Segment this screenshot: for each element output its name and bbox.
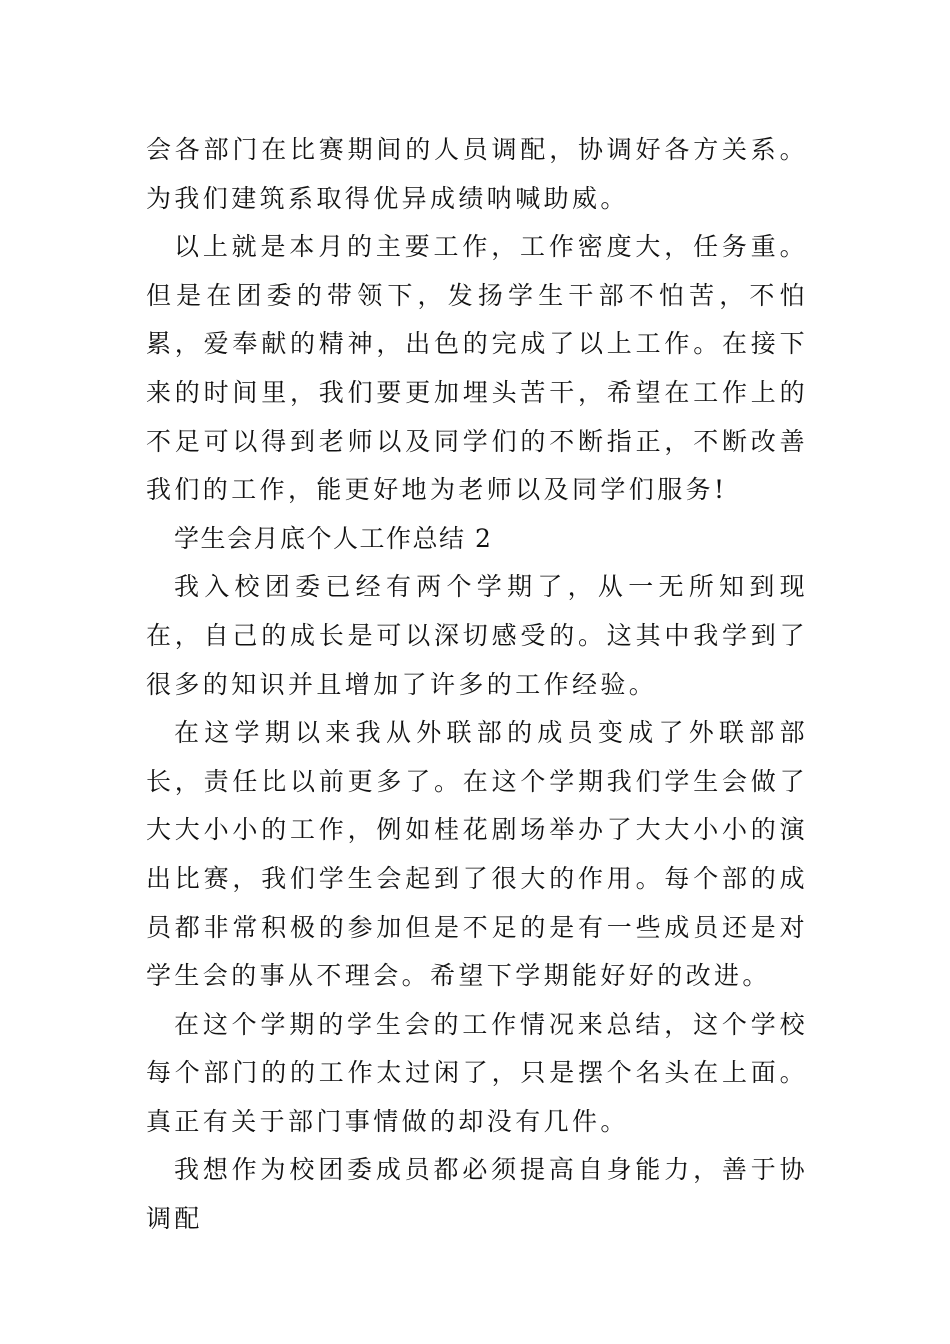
paragraph: 我入校团委已经有两个学期了，从一无所知到现在，自己的成长是可以深切感受的。这其中我学到了很多的知识并且增加了许多的工作经验。	[146, 572, 808, 699]
paragraph: 在这个学期的学生会的工作情况来总结，这个学校每个部门的的工作太过闲了，只是摆个名头在上面。真正有关于部门事情做的却没有几件。	[146, 1009, 808, 1136]
document-body	[146, 126, 808, 1244]
paragraph: 在这学期以来我从外联部的成员变成了外联部部长，责任比以前更多了。在这个学期我们学生会做了大大小小的工作，例如桂花剧场举办了大大小小的演出比赛，我们学生会起到了很大的作用。每个部的成员都非常积极的参加但是不足的是有一些成员还是对学生会的事从不理会。希望下学期能好好的改进。	[146, 718, 808, 991]
paragraph-truncated: 我想作为校团委成员都必须提高自身能力，善于协调配	[146, 1155, 808, 1234]
section-heading: 学生会月底个人工作总结 2	[174, 523, 493, 553]
paragraph: 以上就是本月的主要工作，工作密度大，任务重。但是在团委的带领下，发扬学生干部不怕苦，不怕累，爱奉献的精神，出色的完成了以上工作。在接下来的时间里，我们要更加埋头苦干，希望在工作上的不足可以得到老师以及同学们的不断指正，不断改善我们的工作，能更好地为老师以及同学们服务!	[146, 232, 808, 505]
paragraph-continuation: 会各部门在比赛期间的人员调配，协调好各方关系。为我们建筑系取得优异成绩呐喊助威。	[146, 135, 808, 213]
